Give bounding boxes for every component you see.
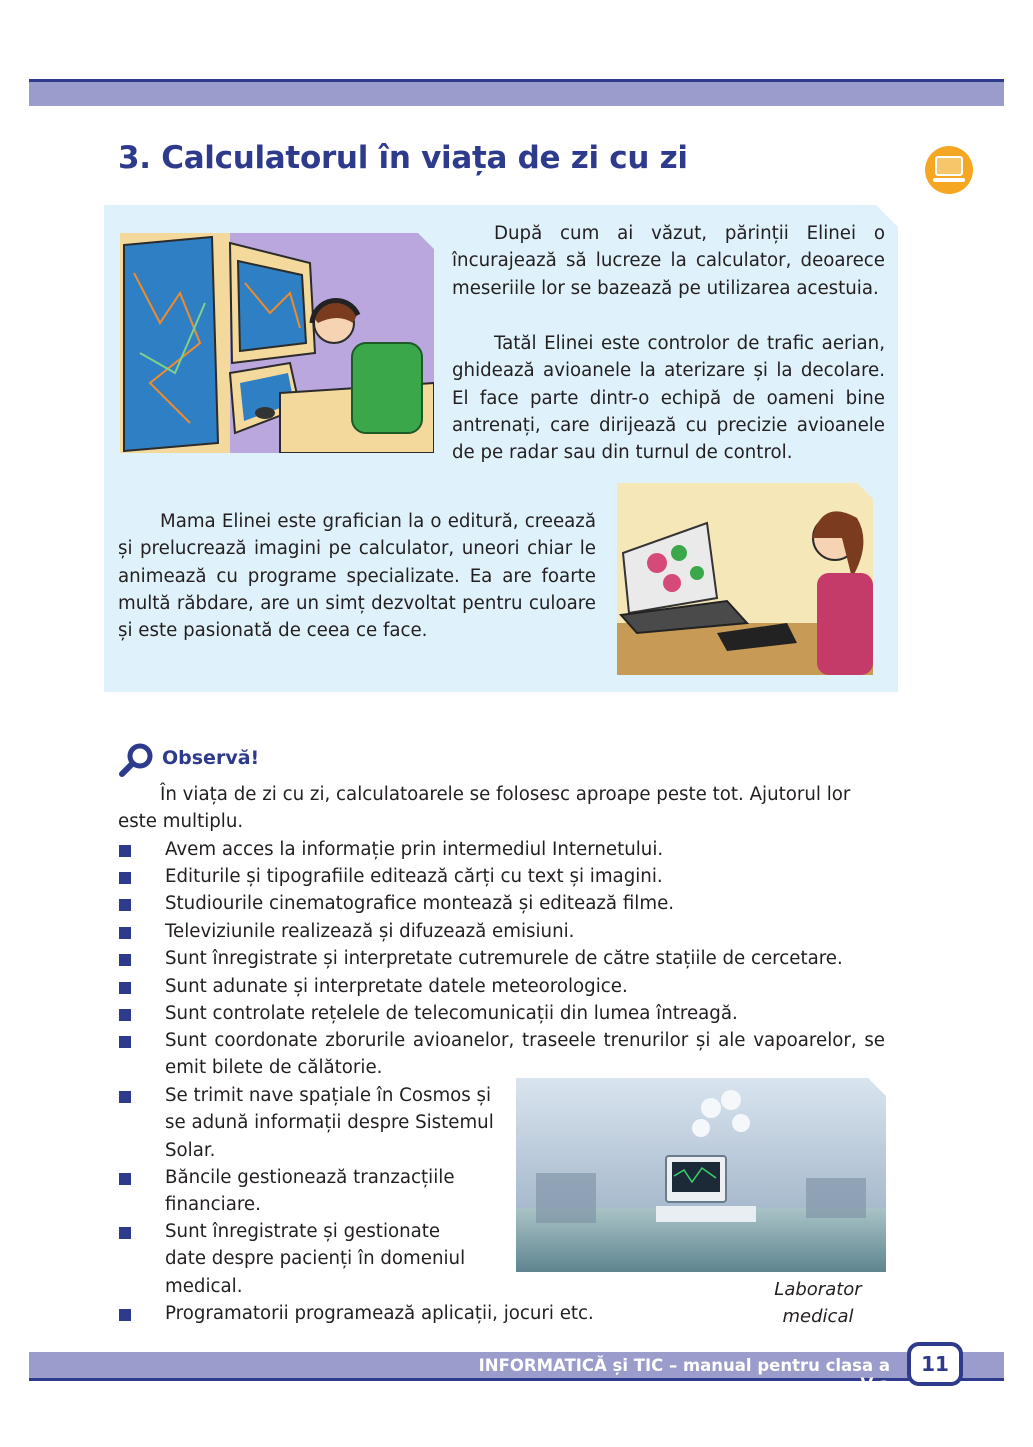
bullet-icon (119, 899, 131, 911)
bullet-icon (119, 845, 131, 857)
paragraph-parents: După cum ai văzut, părinții Elinei o încurajează să lucreze la calculator, deoarece meseriile lor se bazează pe utilizarea acestuia. (452, 223, 885, 299)
footer-title: INFORMATICĂ și TIC – manual pentru clasa a V-a (478, 1356, 890, 1394)
list-item: Băncile gestionează tranzacțiile financiare. (165, 1167, 455, 1216)
bullet-icon (119, 927, 131, 939)
bullet-icon (119, 1036, 131, 1048)
header-band (29, 79, 1004, 106)
list-item: Editurile și tipografiile editează cărți cu text și imagini. (165, 866, 663, 887)
bullet-icon (119, 954, 131, 966)
graphic-designer-illustration (617, 483, 873, 675)
list-item: Se trimit nave spațiale în Cosmos și se adună informații despre Sistemul Solar. (165, 1085, 494, 1161)
list-item: Studiourile cinematografice montează și editează filme. (165, 893, 675, 914)
list-item: Sunt coordonate zborurile avioanelor, traseele trenurilor și ale vapoarelor, se emit bilete de călătorie. (165, 1030, 885, 1079)
air-traffic-controller-illustration (120, 233, 434, 453)
page-number: 11 (907, 1342, 963, 1386)
photo-caption: Laborator medical (774, 1279, 862, 1327)
chapter-title: 3. Calculatorul în viața de zi cu zi (118, 140, 688, 176)
list-item: Sunt adunate și interpretate datele meteorologice. (165, 976, 628, 997)
paragraph-mother: Mama Elinei este grafician la o editură, creează și prelucrează imagini pe calculator, uneori chiar le animează cu programe specializate. Ea are foarte multă răbdare, are un simț dezvoltat pentru culoare și este pasionată de ceea ce face. (118, 511, 596, 642)
magnifier-icon (118, 742, 154, 778)
list-item: Sunt înregistrate și interpretate cutremurele de către stațiile de cercetare. (165, 948, 843, 969)
observe-title: Observă! (162, 747, 260, 769)
list-item: Sunt controlate rețelele de telecomunicații din lumea întreagă. (165, 1003, 738, 1024)
list-item: Televiziunile realizează și difuzează emisiuni. (165, 921, 575, 942)
observe-intro: În viața de zi cu zi, calculatoarele se folosesc aproape peste tot. Ajutorul lor este multiplu. (118, 784, 851, 833)
medical-laboratory-photo (516, 1078, 886, 1272)
list-item: Programatorii programează aplicații, jocuri etc. (165, 1303, 594, 1324)
bullet-icon (119, 872, 131, 884)
bullet-icon (119, 1227, 131, 1239)
list-item: Sunt înregistrate și gestionate date despre pacienți în domeniul medical. (165, 1221, 466, 1297)
paragraph-father: Tatăl Elinei este controlor de trafic aerian, ghidează avioanele la aterizare și la decolare. El face parte dintr-o echipă de oameni bine antrenați, care dirijează cu precizie avioanele de pe radar sau din turnul de control. (452, 333, 885, 464)
bullet-icon (119, 1091, 131, 1103)
bullet-icon (119, 982, 131, 994)
bullet-icon (119, 1309, 131, 1321)
computer-icon (925, 146, 973, 194)
bullet-icon (119, 1173, 131, 1185)
list-item: Avem acces la informație prin intermediul Internetului. (165, 839, 664, 860)
bullet-icon (119, 1009, 131, 1021)
